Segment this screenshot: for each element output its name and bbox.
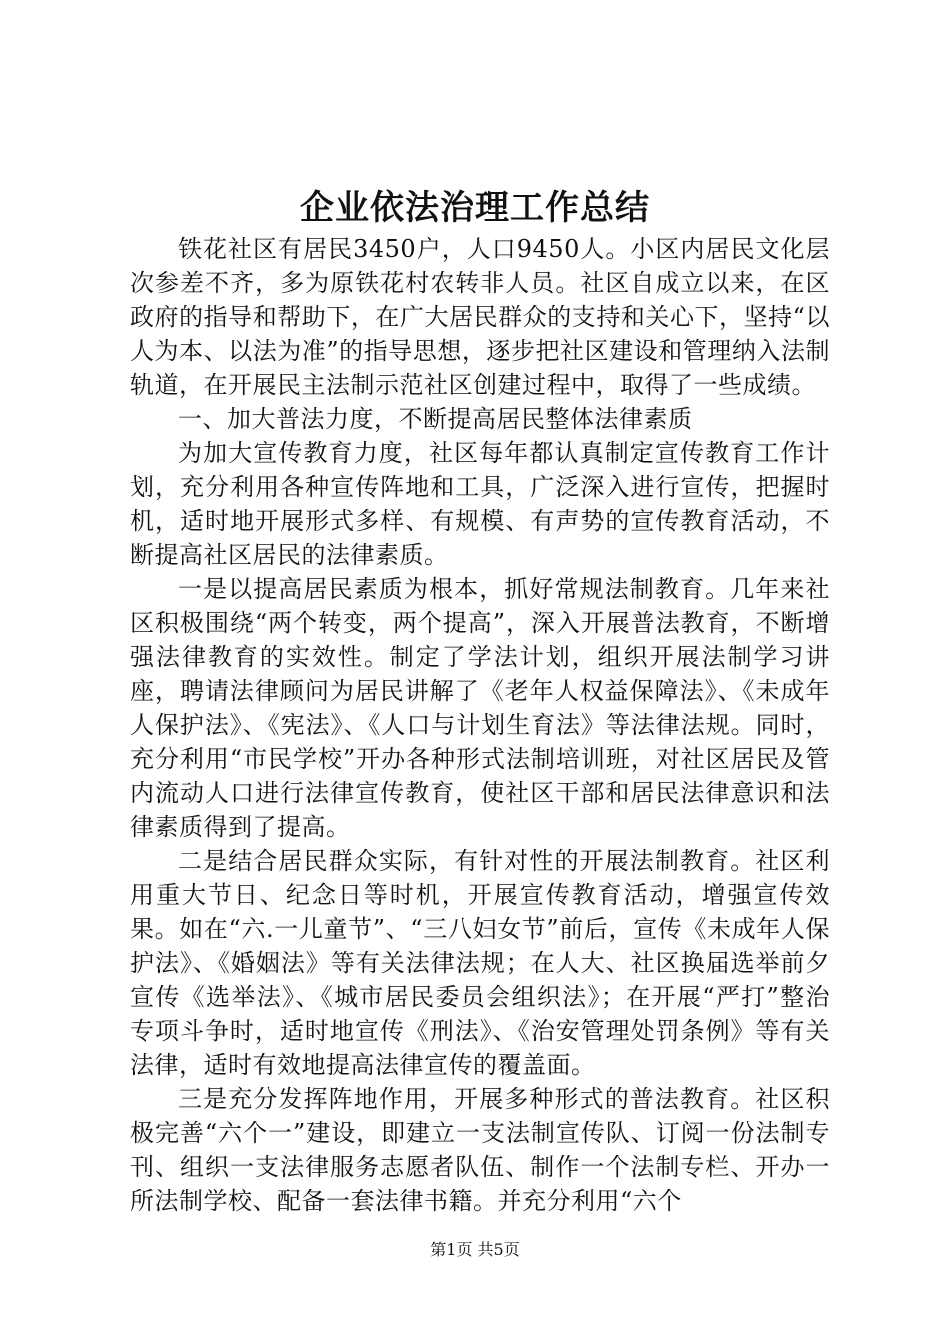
- section-heading: 一、加大普法力度，不断提高居民整体法律素质: [178, 405, 693, 433]
- document-body: [130, 232, 830, 1218]
- paragraph-overview: 为加大宣传教育力度，社区每年都认真制定宣传教育工作计划，充分利用各种宣传阵地和工具，广泛深入进行宣传，把握时机，适时地开展形式多样、有规模、有声势的宣传教育活动，不断提高社区居民的法律素质。: [130, 439, 830, 569]
- page-footer: 第1页 共5页: [430, 1240, 520, 1259]
- paragraph-point-one: 一是以提高居民素质为根本，抓好常规法制教育。几年来社区积极围绕“两个转变，两个提高”，深入开展普法教育，不断增强法律教育的实效性。制定了学法计划，组织开展法制学习讲座，聘请法律顾问为居民讲解了《老年人权益保障法》、《未成年人保护法》、《宪法》、《人口与计划生育法》等法律法规。同时，充分利用“市民学校”开办各种形式法制培训班，对社区居民及管内流动人口进行法律宣传教育，使社区干部和居民法律意识和法律素质得到了提高。: [130, 575, 830, 841]
- paragraph-intro: 铁花社区有居民3450户，人口9450人。小区内居民文化层次参差不齐，多为原铁花村农转非人员。社区自成立以来，在区政府的指导和帮助下，在广大居民群众的支持和关心下，坚持“以人为本、以法为准”的指导思想，逐步把社区建设和管理纳入法制轨道，在开展民主法制示范社区创建过程中，取得了一些成绩。: [130, 235, 830, 399]
- paragraph-point-three: 三是充分发挥阵地作用，开展多种形式的普法教育。社区积极完善“六个一”建设，即建立一支法制宣传队、订阅一份法制专刊、组织一支法律服务志愿者队伍、制作一个法制专栏、开办一所法制学校、配备一套法律书籍。并充分利用“六个: [130, 1085, 830, 1215]
- paragraph-point-two: 二是结合居民群众实际，有针对性的开展法制教育。社区利用重大节日、纪念日等时机，开展宣传教育活动，增强宣传效果。如在“六.一儿童节”、“三八妇女节”前后，宣传《未成年人保护法》、《婚姻法》等有关法律法规；在人大、社区换届选举前夕宣传《选举法》、《城市居民委员会组织法》；在开展“严打”整治专项斗争时，适时地宣传《刑法》、《治安管理处罚条例》等有关法律，适时有效地提高法律宣传的覆盖面。: [130, 847, 830, 1079]
- document-title: 企业依法治理工作总结: [300, 188, 650, 228]
